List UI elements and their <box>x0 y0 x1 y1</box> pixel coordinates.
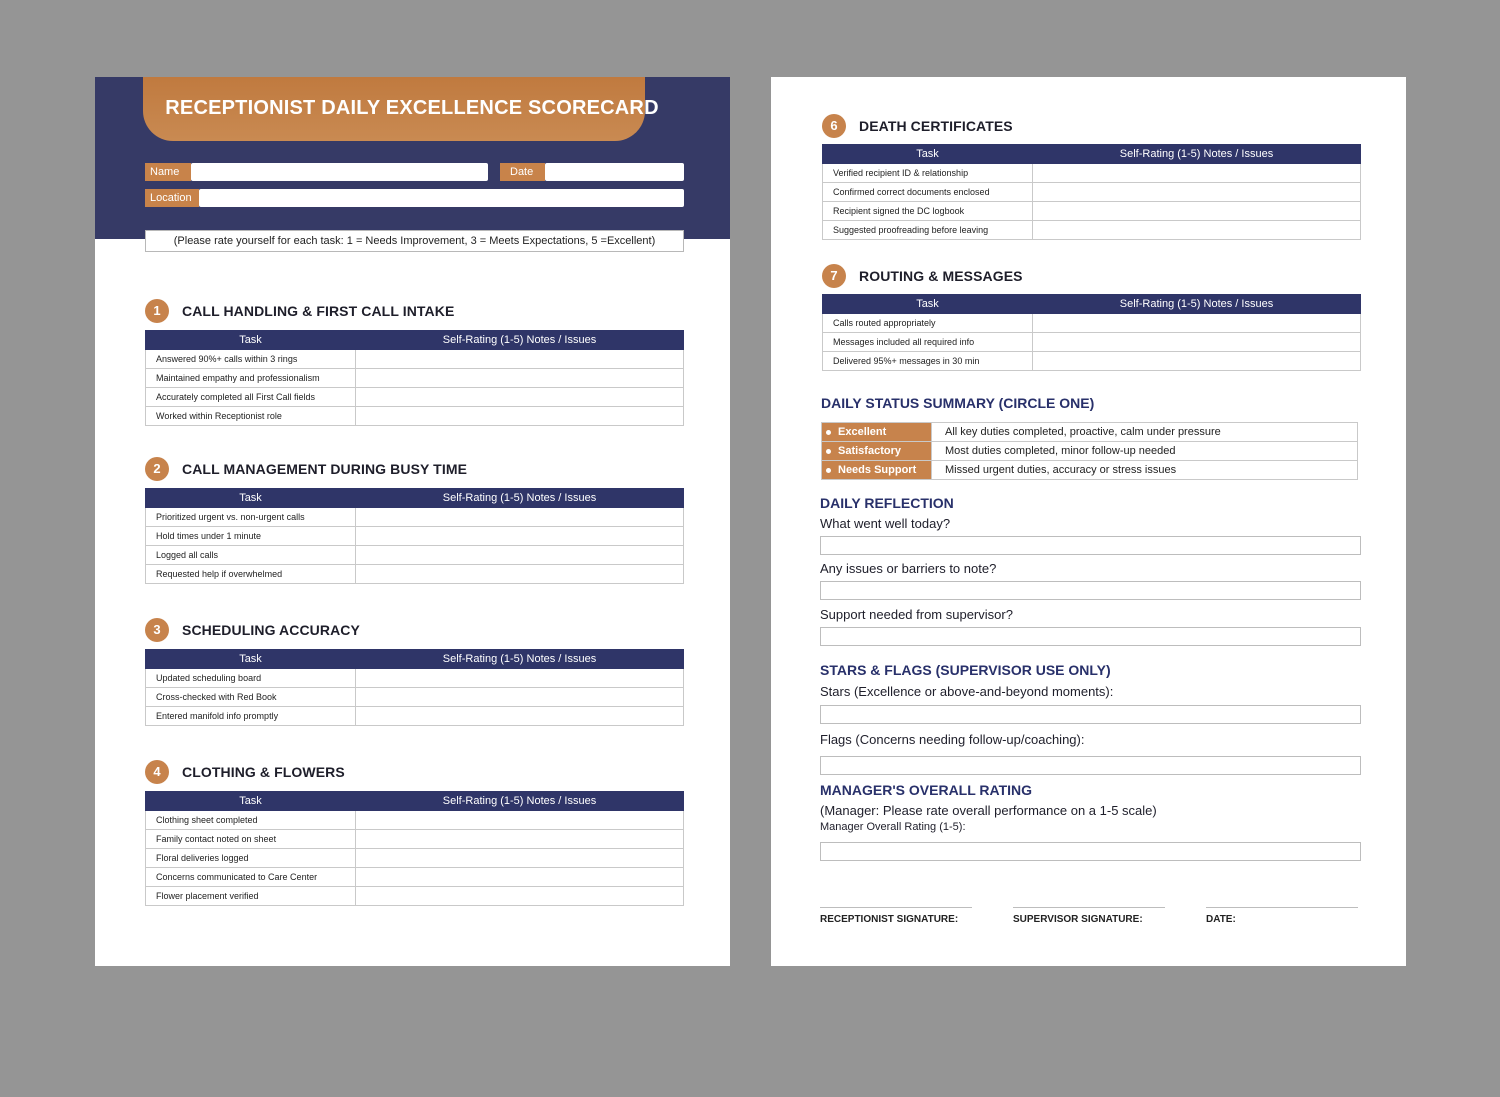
table-row <box>146 688 684 707</box>
manager-rating-label: Manager Overall Rating (1-5): <box>820 821 966 833</box>
task-cell: Flower placement verified <box>146 887 356 906</box>
rating-column-header: Self-Rating (1-5) Notes / Issues <box>356 650 684 669</box>
name-label: Name <box>145 163 191 181</box>
status-summary-heading: DAILY STATUS SUMMARY (CIRCLE ONE) <box>821 395 1095 411</box>
section-6-header <box>822 114 1013 138</box>
task-column-header: Task <box>146 489 356 508</box>
stars-flags-heading: STARS & FLAGS (SUPERVISOR USE ONLY) <box>820 662 1111 678</box>
rating-cell[interactable] <box>356 350 684 369</box>
section-2-table <box>145 488 684 584</box>
section-2-header <box>145 457 467 481</box>
task-cell: Messages included all required info <box>823 333 1033 352</box>
table-row <box>823 352 1361 371</box>
rating-cell[interactable] <box>356 388 684 407</box>
status-description: Missed urgent duties, accuracy or stress issues <box>932 461 1358 480</box>
task-column-header: Task <box>146 650 356 669</box>
rating-cell[interactable] <box>356 849 684 868</box>
task-column-header: Task <box>823 145 1033 164</box>
rating-cell[interactable] <box>356 527 684 546</box>
status-tag-satisfactory: Satisfactory <box>838 445 901 457</box>
section-6-table <box>822 144 1361 240</box>
section-number-badge: 2 <box>145 457 169 481</box>
table-row <box>146 546 684 565</box>
rating-cell[interactable] <box>356 887 684 906</box>
task-cell: Prioritized urgent vs. non-urgent calls <box>146 508 356 527</box>
name-field[interactable] <box>191 163 488 181</box>
table-row <box>823 314 1361 333</box>
support-needed-field[interactable] <box>820 627 1361 646</box>
section-1-table <box>145 330 684 426</box>
status-row[interactable] <box>822 423 1358 442</box>
rating-cell[interactable] <box>1033 333 1361 352</box>
task-column-header: Task <box>146 331 356 350</box>
table-row <box>146 407 684 426</box>
table-row <box>146 887 684 906</box>
manager-rating-heading: MANAGER'S OVERALL RATING <box>820 782 1033 798</box>
status-row[interactable] <box>822 461 1358 480</box>
task-cell: Suggested proofreading before leaving <box>823 221 1033 240</box>
table-row <box>146 388 684 407</box>
section-4-table <box>145 791 684 906</box>
table-row <box>146 350 684 369</box>
task-cell: Maintained empathy and professionalism <box>146 369 356 388</box>
section-title: ROUTING & MESSAGES <box>859 268 1023 284</box>
task-cell: Accurately completed all First Call fields <box>146 388 356 407</box>
table-row <box>146 369 684 388</box>
status-description: All key duties completed, proactive, calm under pressure <box>932 423 1358 442</box>
task-cell: Hold times under 1 minute <box>146 527 356 546</box>
task-cell: Cross-checked with Red Book <box>146 688 356 707</box>
rating-cell[interactable] <box>1033 183 1361 202</box>
reflection-heading: DAILY REFLECTION <box>820 495 954 511</box>
scorecard-page-1 <box>95 77 730 966</box>
section-number-badge: 6 <box>822 114 846 138</box>
scorecard-page-2 <box>771 77 1406 966</box>
section-title: CALL HANDLING & FIRST CALL INTAKE <box>182 303 455 319</box>
rating-cell[interactable] <box>356 369 684 388</box>
table-row <box>823 333 1361 352</box>
task-cell: Calls routed appropriately <box>823 314 1033 333</box>
date-signature-label: DATE: <box>1206 914 1236 925</box>
issues-field[interactable] <box>820 581 1361 600</box>
task-cell: Recipient signed the DC logbook <box>823 202 1033 221</box>
rating-cell[interactable] <box>356 669 684 688</box>
reflection-question-3: Support needed from supervisor? <box>820 607 1013 622</box>
rating-column-header: Self-Rating (1-5) Notes / Issues <box>356 331 684 350</box>
section-number-badge: 3 <box>145 618 169 642</box>
task-cell: Answered 90%+ calls within 3 rings <box>146 350 356 369</box>
task-cell: Worked within Receptionist role <box>146 407 356 426</box>
task-column-header: Task <box>823 295 1033 314</box>
status-summary-table <box>821 422 1358 480</box>
table-row <box>146 868 684 887</box>
section-1-header <box>145 299 454 323</box>
status-row[interactable] <box>822 442 1358 461</box>
task-cell: Logged all calls <box>146 546 356 565</box>
flags-field[interactable] <box>820 756 1361 775</box>
reflection-question-1: What went well today? <box>820 516 951 531</box>
stars-field[interactable] <box>820 705 1361 724</box>
table-row <box>146 527 684 546</box>
status-description: Most duties completed, minor follow-up needed <box>932 442 1358 461</box>
rating-cell[interactable] <box>356 565 684 584</box>
rating-column-header: Self-Rating (1-5) Notes / Issues <box>356 489 684 508</box>
section-title: SCHEDULING ACCURACY <box>182 622 360 638</box>
rating-cell[interactable] <box>1033 164 1361 183</box>
rating-cell[interactable] <box>1033 221 1361 240</box>
location-field[interactable] <box>199 189 684 207</box>
task-cell: Verified recipient ID & relationship <box>823 164 1033 183</box>
rating-cell[interactable] <box>1033 352 1361 371</box>
table-row <box>146 707 684 726</box>
rating-cell[interactable] <box>356 508 684 527</box>
table-row <box>146 508 684 527</box>
date-label: Date <box>500 163 545 181</box>
section-number-badge: 7 <box>822 264 846 288</box>
date-field[interactable] <box>545 163 684 181</box>
manager-instruction: (Manager: Please rate overall performance on a 1-5 scale) <box>820 803 1157 818</box>
bullet-icon <box>826 430 831 435</box>
receptionist-signature-label: RECEPTIONIST SIGNATURE: <box>820 914 959 925</box>
rating-cell[interactable] <box>356 546 684 565</box>
went-well-field[interactable] <box>820 536 1361 555</box>
task-cell: Entered manifold info promptly <box>146 707 356 726</box>
rating-column-header: Self-Rating (1-5) Notes / Issues <box>1033 295 1361 314</box>
section-title: CLOTHING & FLOWERS <box>182 764 345 780</box>
table-row <box>146 811 684 830</box>
flags-label: Flags (Concerns needing follow-up/coaching): <box>820 732 1085 747</box>
status-tag-excellent: Excellent <box>838 426 887 438</box>
bullet-icon <box>826 468 831 473</box>
task-cell: Concerns communicated to Care Center <box>146 868 356 887</box>
section-number-badge: 4 <box>145 760 169 784</box>
task-cell: Updated scheduling board <box>146 669 356 688</box>
status-tag-needs-support: Needs Support <box>838 464 917 476</box>
rating-cell[interactable] <box>356 407 684 426</box>
supervisor-signature-label: SUPERVISOR SIGNATURE: <box>1013 914 1143 925</box>
task-cell: Delivered 95%+ messages in 30 min <box>823 352 1033 371</box>
rating-column-header: Self-Rating (1-5) Notes / Issues <box>356 792 684 811</box>
rating-cell[interactable] <box>1033 314 1361 333</box>
date-signature-line[interactable] <box>1206 907 1358 908</box>
table-row <box>823 202 1361 221</box>
task-cell: Floral deliveries logged <box>146 849 356 868</box>
manager-rating-field[interactable] <box>820 842 1361 861</box>
section-title: CALL MANAGEMENT DURING BUSY TIME <box>182 461 468 477</box>
rating-cell[interactable] <box>1033 202 1361 221</box>
page-title: RECEPTIONIST DAILY EXCELLENCE SCORECARD <box>165 97 659 119</box>
section-7-table <box>822 294 1361 371</box>
table-row <box>823 164 1361 183</box>
rating-column-header: Self-Rating (1-5) Notes / Issues <box>1033 145 1361 164</box>
table-row <box>823 221 1361 240</box>
stars-label: Stars (Excellence or above-and-beyond moments): <box>820 684 1114 699</box>
rating-cell[interactable] <box>356 688 684 707</box>
task-cell: Confirmed correct documents enclosed <box>823 183 1033 202</box>
section-3-header <box>145 618 360 642</box>
supervisor-signature-line[interactable] <box>1013 907 1165 908</box>
task-column-header: Task <box>146 792 356 811</box>
receptionist-signature-line[interactable] <box>820 907 972 908</box>
table-row <box>823 183 1361 202</box>
table-row <box>146 669 684 688</box>
section-7-header <box>822 264 1023 288</box>
bullet-icon <box>826 449 831 454</box>
section-4-header <box>145 760 345 784</box>
section-number-badge: 1 <box>145 299 169 323</box>
rating-cell[interactable] <box>356 811 684 830</box>
section-3-table <box>145 649 684 726</box>
task-cell: Clothing sheet completed <box>146 811 356 830</box>
rating-cell[interactable] <box>356 868 684 887</box>
location-label: Location <box>145 189 199 207</box>
reflection-question-2: Any issues or barriers to note? <box>820 561 997 576</box>
rating-cell[interactable] <box>356 707 684 726</box>
table-row <box>146 565 684 584</box>
section-title: DEATH CERTIFICATES <box>859 118 1013 134</box>
rating-cell[interactable] <box>356 830 684 849</box>
table-row <box>146 849 684 868</box>
task-cell: Family contact noted on sheet <box>146 830 356 849</box>
task-cell: Requested help if overwhelmed <box>146 565 356 584</box>
rating-instructions: (Please rate yourself for each task: 1 = Needs Improvement, 3 = Meets Expectations, 5 =Excellent) <box>145 230 684 252</box>
table-row <box>146 830 684 849</box>
